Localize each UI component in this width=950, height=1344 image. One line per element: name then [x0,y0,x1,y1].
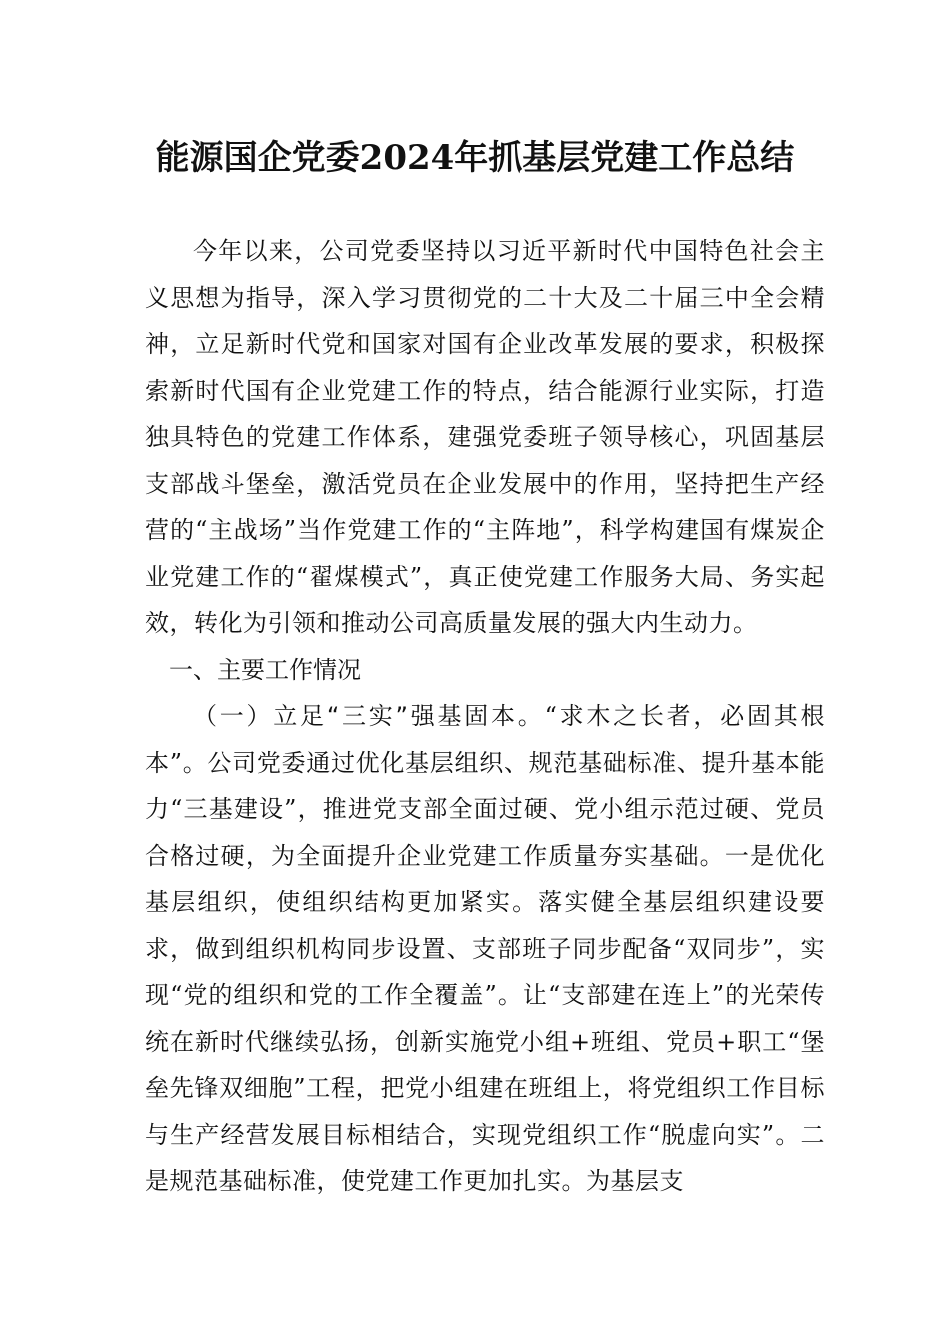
subsection-paragraph [145,693,825,1205]
subsection-body: “求木之长者，必固其根本”。公司党委通过优化基层组织、规范基础标准、提升基本能力“三基建设”，推进党支部全面过硬、党小组示范过硬、党员合格过硬，为全面提升企业党建工作质量夯实基础。一是优化基层组织，使组织结构更加紧实。落实健全基层组织建设要求，做到组织机构同步设置、支部班子同步配备“双同步”，实现“党的组织和党的工作全覆盖”。让“支部建在连上”的光荣传统在新时代继续弘扬，创新实施党小组+班组、党员+职工“堡垒先锋双细胞”工程，把党小组建在班组上，将党组织工作目标与生产经营发展目标相结合，实现党组织工作“脱虚向实”。二是规范基础标准，使党建工作更加扎实。为基层支 [145,702,825,1195]
document-title: 能源国企党委2024年抓基层党建工作总结 [155,138,795,178]
subsection-title: （一）立足“三实”强基固本。 [193,702,545,730]
document-body [145,228,825,1205]
section-heading: 一、主要工作情况 [169,655,361,684]
intro-paragraph: 今年以来，公司党委坚持以习近平新时代中国特色社会主义思想为指导，深入学习贯彻党的二十大及二十届三中全会精神，立足新时代党和国家对国有企业改革发展的要求，积极探索新时代国有企业党建工作的特点，结合能源行业实际，打造独具特色的党建工作体系，建强党委班子领导核心，巩固基层支部战斗堡垒，激活党员在企业发展中的作用，坚持把生产经营的“主战场”当作党建工作的“主阵地”，科学构建国有煤炭企业党建工作的“翟煤模式”，真正使党建工作服务大局、务实起效，转化为引领和推动公司高质量发展的强大内生动力。 [145,237,825,637]
